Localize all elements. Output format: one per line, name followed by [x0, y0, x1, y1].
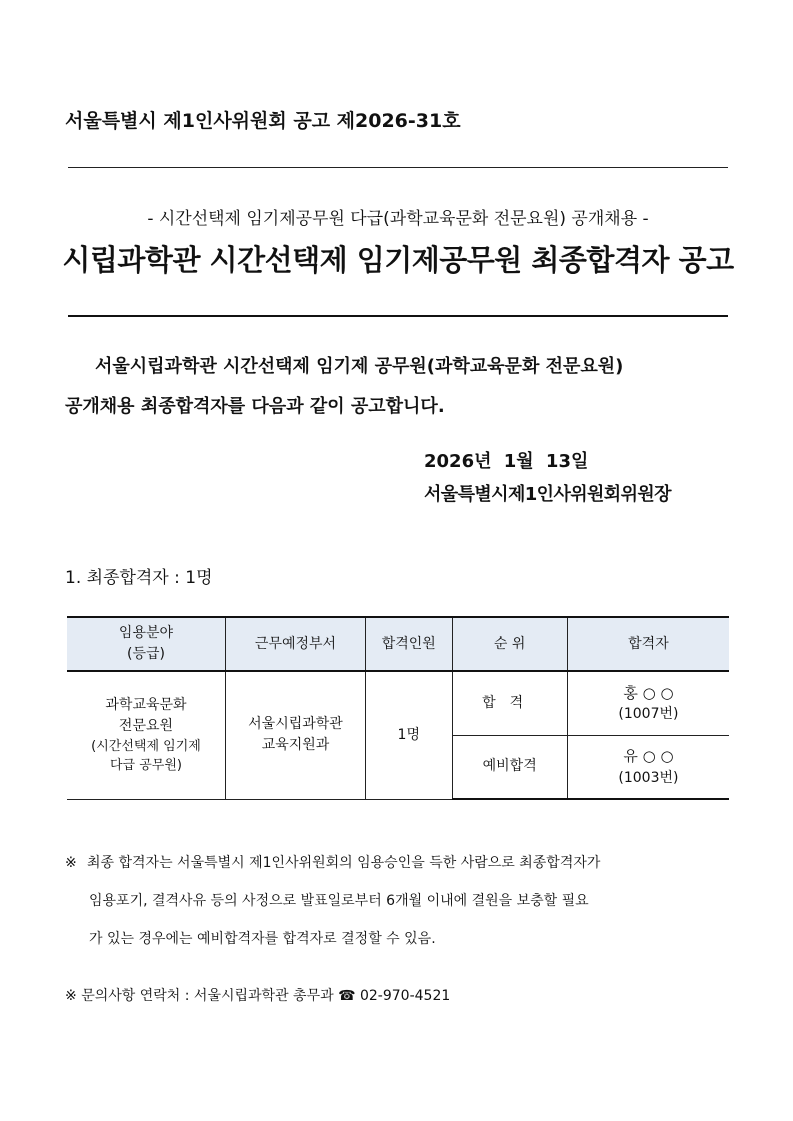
cell-passer-reserve	[567, 735, 729, 799]
cell-passer-pass	[567, 671, 729, 735]
page-title: 시립과학관 시간선택제 임기제공무원 최종합격자 공고	[62, 243, 734, 277]
reference-mark-icon: ※	[65, 988, 77, 1004]
note1-line1: 최종 합격자는 서울특별시 제1인사위원회의 임용승인을 득한 사람으로 최종합격자가	[87, 855, 601, 871]
pass-number: (1007번)	[618, 706, 679, 722]
phone-icon: ☎	[338, 988, 356, 1004]
body-text-line1: 서울시립과학관 시간선택제 임기제 공무원(과학교육문화 전문요원)	[95, 356, 624, 377]
header-count: 합격인원	[366, 617, 452, 671]
title-divider	[68, 315, 728, 317]
section-heading: 1. 최종합격자 : 1명	[65, 568, 213, 588]
table-row	[67, 671, 729, 735]
phone-number[interactable]: 02-970-4521	[359, 988, 451, 1004]
body-text-line2: 공개채용 최종합격자를 다음과 같이 공고합니다.	[65, 396, 445, 417]
header-department: 근무예정부서	[225, 617, 365, 671]
note1-line2: 임용포기, 결격사유 등의 사정으로 발표일로부터 6개월 이내에 결원을 보충할 필요	[89, 893, 589, 909]
contact-note	[65, 985, 450, 1005]
cell-field-line4: 다급 공무원)	[109, 758, 182, 774]
cell-rank-reserve: 예비합격	[452, 735, 567, 799]
reference-mark-icon: ※	[65, 855, 77, 871]
header-field	[67, 617, 225, 671]
note-final-passer	[65, 844, 735, 958]
reserve-name: 유 ○ ○	[623, 747, 674, 765]
result-table	[67, 616, 729, 800]
subtitle: - 시간선택제 임기제공무원 다급(과학교육문화 전문요원) 공개채용 -	[147, 209, 649, 229]
contact-prefix: 문의사항 연락처 : 서울시립과학관 총무과	[81, 988, 334, 1004]
header-passer: 합격자	[567, 617, 729, 671]
cell-department-line1: 서울시립과학관	[248, 716, 343, 733]
rank-pass-label: 합격	[482, 694, 538, 711]
cell-field-line1: 과학교육문화	[105, 696, 187, 713]
cell-department	[225, 671, 365, 799]
issuer: 서울특별시제1인사위원회위원장	[424, 484, 671, 505]
notice-number: 서울특별시 제1인사위원회 공고 제2026-31호	[65, 110, 461, 132]
header-field-line1: 임용분야	[118, 625, 174, 641]
cell-count: 1명	[366, 671, 452, 799]
header-field-line2: (등급)	[126, 646, 165, 662]
reserve-number: (1003번)	[618, 769, 679, 786]
note1-line3: 가 있는 경우에는 예비합격자를 합격자로 결정할 수 있음.	[89, 931, 436, 947]
pass-name: 홍 ○ ○	[623, 683, 674, 702]
cell-department-line2: 교육지원과	[261, 737, 330, 754]
cell-rank-pass	[452, 671, 567, 735]
cell-field-line3: (시간선택제 임기제	[91, 738, 201, 754]
header-rank: 순 위	[452, 617, 567, 671]
announcement-date: 2026년 1월 13일	[424, 451, 589, 472]
cell-field	[67, 671, 225, 799]
cell-field-line2: 전문요원	[118, 717, 174, 734]
table-header-row	[67, 617, 729, 671]
top-divider	[68, 167, 728, 168]
